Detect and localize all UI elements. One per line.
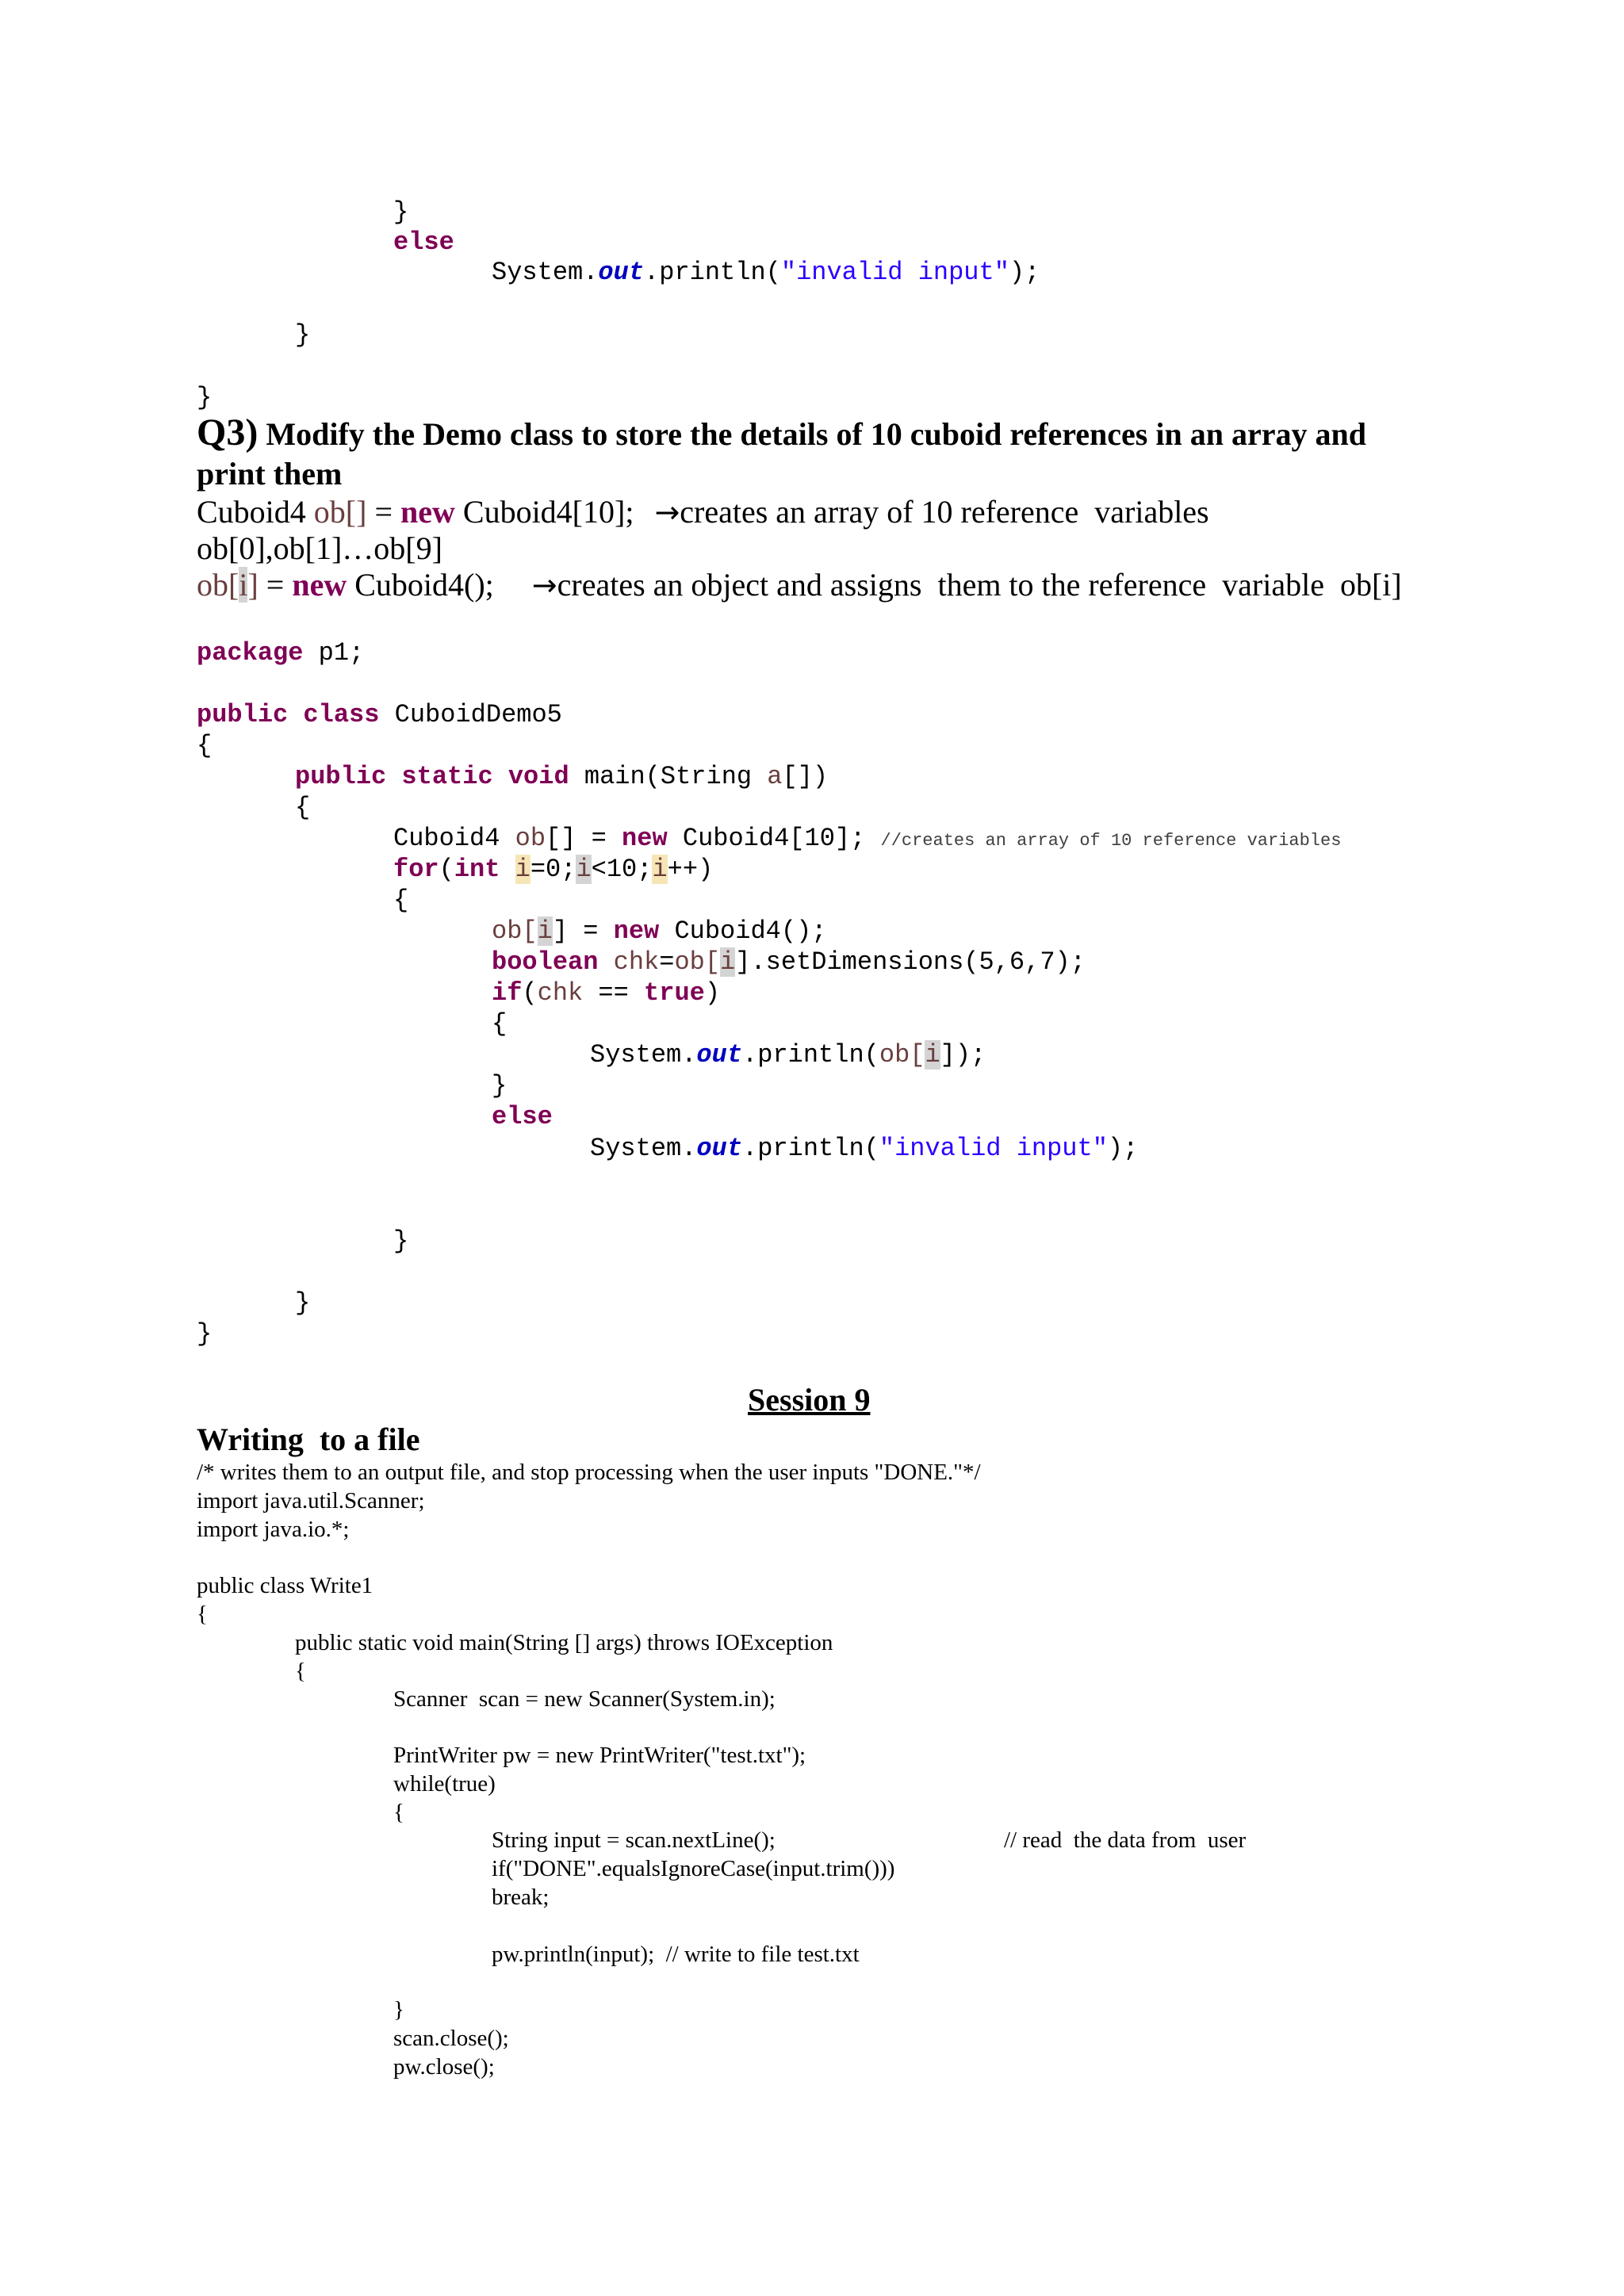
q3-object-creation: ob[i] = new Cuboid4(); →creates an object and assigns them to the reference variable ob[i] — [197, 567, 1402, 603]
code-pw-close: pw.close(); — [393, 2054, 495, 2080]
code-import: import java.util.Scanner; — [197, 1488, 425, 1513]
arrow-right-icon: → — [531, 568, 557, 603]
code-brace-close: } — [197, 1319, 213, 1349]
code-class-declaration: public class CuboidDemo5 — [197, 700, 562, 729]
arrow-right-icon: → — [654, 495, 680, 530]
code-brace-close: } — [492, 1071, 508, 1100]
code-break: break; — [492, 1885, 550, 1910]
code-else-keyword: else — [393, 228, 454, 257]
code-brace-open: { — [492, 1009, 508, 1039]
code-boolean-check: boolean chk=ob[i].setDimensions(5,6,7); — [492, 947, 1086, 977]
q3-title-line2: print them — [197, 456, 343, 492]
code-package: package p1; — [197, 638, 365, 668]
code-assign-object: ob[i] = new Cuboid4(); — [492, 916, 827, 946]
q3-array-elements: ob[0],ob[1]…ob[9] — [197, 530, 442, 566]
code-class-declaration: public class Write1 — [197, 1573, 373, 1598]
code-if-statement: if(chk == true) — [492, 978, 721, 1008]
code-brace-close: } — [393, 197, 409, 227]
code-read-input: String input = scan.nextLine(); — [492, 1827, 776, 1853]
code-comment: //creates an array of 10 reference variables — [880, 831, 1342, 851]
code-brace-open: { — [295, 1659, 306, 1684]
code-brace-open: { — [295, 793, 311, 822]
q3-array-declaration: Cuboid4 ob[] = new Cuboid4[10]; →creates an array of 10 reference variables — [197, 494, 1209, 530]
code-brace-open: { — [197, 1601, 208, 1627]
code-scanner: Scanner scan = new Scanner(System.in); — [393, 1686, 776, 1712]
code-import: import java.io.*; — [197, 1517, 350, 1542]
code-comment: // read the data from user — [1004, 1827, 1247, 1853]
code-brace-close: } — [295, 1288, 311, 1318]
code-brace-close: } — [393, 1226, 409, 1256]
q3-title: Q3) Modify the Demo class to store the details of 10 cuboid references in an array and — [197, 411, 1366, 453]
code-array-declaration: Cuboid4 ob[] = new Cuboid4[10]; //creates an array of 10 reference variables — [393, 824, 1342, 853]
code-for-loop: for(int i=0;i<10;i++) — [393, 855, 714, 884]
code-println-object: System.out.println(ob[i]); — [590, 1040, 986, 1070]
code-scan-close: scan.close(); — [393, 2026, 509, 2051]
code-brace-open: { — [197, 731, 213, 760]
code-write-file: pw.println(input); // write to file test.txt — [492, 1942, 860, 1967]
code-brace-close: } — [393, 1997, 404, 2022]
code-brace-close: } — [295, 320, 311, 350]
code-printwriter: PrintWriter pw = new PrintWriter("test.txt"); — [393, 1743, 806, 1768]
code-brace-open: { — [393, 1800, 404, 1825]
session-heading: Session 9 — [748, 1382, 871, 1418]
code-while: while(true) — [393, 1771, 496, 1797]
code-brace-close: } — [197, 383, 213, 412]
code-else-keyword: else — [492, 1102, 553, 1131]
code-println-invalid: System.out.println("invalid input"); — [590, 1134, 1139, 1163]
code-if-done: if("DONE".equalsIgnoreCase(input.trim())) — [492, 1856, 895, 1881]
section-heading: Writing to a file — [197, 1422, 420, 1457]
code-brace-open: { — [393, 886, 409, 915]
code-println-invalid: System.out.println("invalid input"); — [492, 258, 1040, 287]
code-main-declaration: public static void main(String a[]) — [295, 762, 829, 791]
code-comment: /* writes them to an output file, and stop processing when the user inputs "DONE."*/ — [197, 1460, 981, 1485]
code-main-declaration: public static void main(String [] args) throws IOException — [295, 1630, 833, 1655]
